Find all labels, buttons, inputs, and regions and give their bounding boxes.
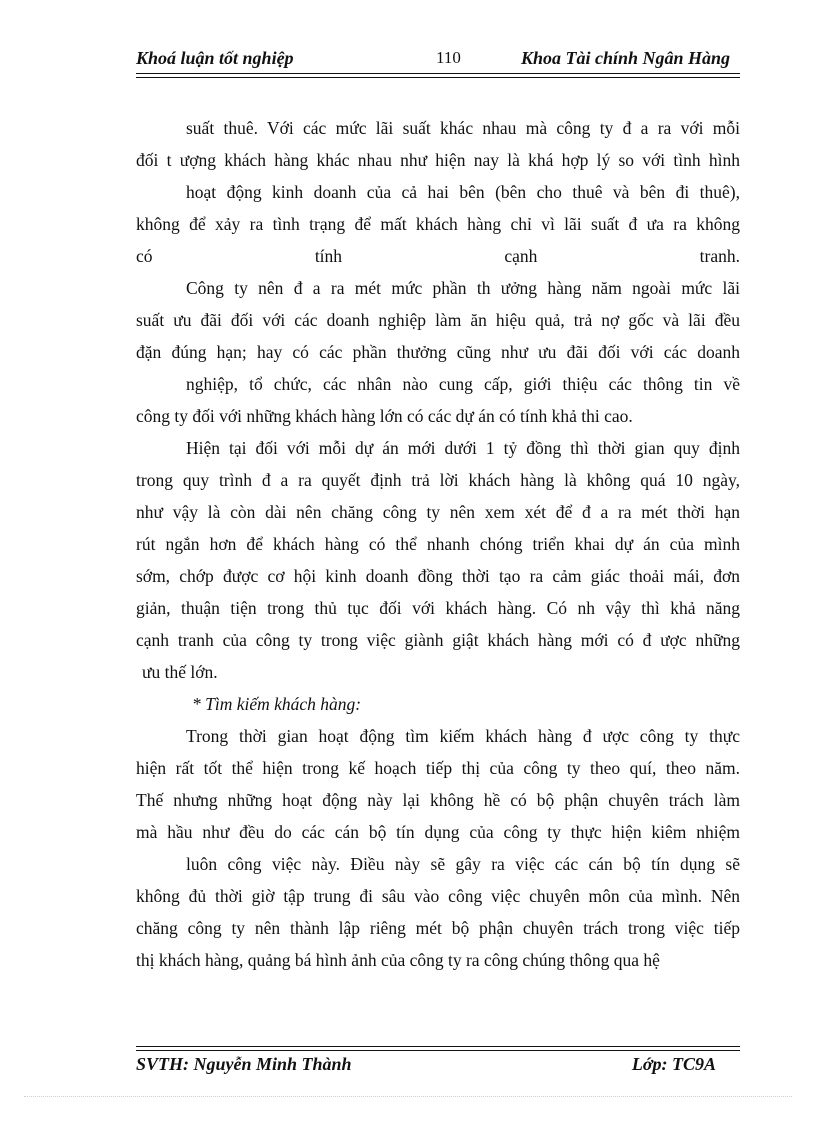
text-line: Trong thời gian hoạt động tìm kiếm khách hàng đ ược công ty thực <box>186 726 740 746</box>
text-line: thị khách hàng, quảng bá hình ảnh của công ty ra công chúng thông qua hệ <box>136 950 660 970</box>
footer-rule-top <box>136 1046 740 1047</box>
text-line: chăng công ty nên thành lập riêng mét bộ phận chuyên trách trong việc tiếp <box>136 918 740 938</box>
text-line: không để xảy ra tình trạng để mất khách hàng chỉ vì lãi suất đ ưa ra không <box>136 214 740 234</box>
text-line: ưu thế lớn. <box>142 662 218 682</box>
text-line: mà hầu như đều do các cán bộ tín dụng của công ty thực hiện kiêm nhiệm <box>136 822 740 842</box>
footer-student: SVTH: Nguyễn Minh Thành <box>136 1054 352 1074</box>
text-line: đặn đúng hạn; hay có các phần thưởng cũng như ưu đãi đối với các doanh <box>136 342 740 362</box>
text-line: hiện rất tốt thể hiện trong kế hoạch tiếp thị của công ty theo quí, theo năm. <box>136 758 740 778</box>
text-line: cạnh tranh của công ty trong việc giành giật khách hàng mới có đ ược những <box>136 630 740 650</box>
text-line: rút ngắn hơn để khách hàng có thể nhanh chóng triển khai dự án của mình <box>136 534 740 554</box>
text-line: đối t ượng khách hàng khác nhau như hiện nay là khá hợp lý so với tình hình <box>136 150 740 170</box>
page-header <box>136 48 740 72</box>
text-line: suất thuê. Với các mức lãi suất khác nhau mà công ty đ a ra với mỗi <box>186 118 740 138</box>
section-heading: * Tìm kiếm khách hàng: <box>192 694 362 714</box>
text-line: không đủ thời giờ tập trung đi sâu vào công việc chuyên môn của mình. Nên <box>136 886 740 906</box>
page-bottom-divider <box>24 1096 792 1097</box>
text-line: trong quy trình đ a ra quyết định trả lời khách hàng là không quá 10 ngày, <box>136 470 740 490</box>
text-line: Hiện tại đối với mỗi dự án mới dưới 1 tỷ đồng thì thời gian quy định <box>186 438 740 458</box>
text-line: sớm, chớp được cơ hội kinh doanh đồng thời tạo ra cảm giác thoải mái, đơn <box>136 566 740 586</box>
footer-class: Lớp: TC9A <box>631 1054 716 1074</box>
text-line: Công ty nên đ a ra mét mức phần th ưởng hàng năm ngoài mức lãi <box>186 278 740 298</box>
header-rule-bottom <box>136 77 740 78</box>
text-line: suất ưu đãi đối với các doanh nghiệp làm ăn hiệu quả, trả nợ gốc và lãi đều <box>136 310 740 330</box>
header-rule-top <box>136 73 740 74</box>
text-line: công ty đối với những khách hàng lớn có các dự án có tính khả thi cao. <box>136 406 633 426</box>
text-line: luôn công việc này. Điều này sẽ gây ra việc các cán bộ tín dụng sẽ <box>186 854 740 874</box>
page-number: 110 <box>436 48 461 67</box>
text-line: có tính cạnh tranh. <box>136 246 740 266</box>
header-faculty: Khoa Tài chính Ngân Hàng <box>520 48 730 68</box>
header-thesis-title: Khoá luận tốt nghiệp <box>136 48 294 68</box>
text-line: giản, thuận tiện trong thủ tục đối với khách hàng. Có nh vậy thì khả năng <box>136 598 740 618</box>
text-line: như vậy là còn dài nên chăng công ty nên xem xét để đ a ra mét thời hạn <box>136 502 740 522</box>
text-line: nghiệp, tổ chức, các nhân nào cung cấp, giới thiệu các thông tin về <box>186 374 740 394</box>
page-footer <box>136 1054 740 1078</box>
body-text <box>136 112 740 976</box>
text-line: hoạt động kinh doanh của cả hai bên (bên cho thuê và bên đi thuê), <box>186 182 740 202</box>
text-line: Thế nhưng những hoạt động này lại không hề có bộ phận chuyên trách làm <box>136 790 740 810</box>
footer-rule-bottom <box>136 1050 740 1051</box>
